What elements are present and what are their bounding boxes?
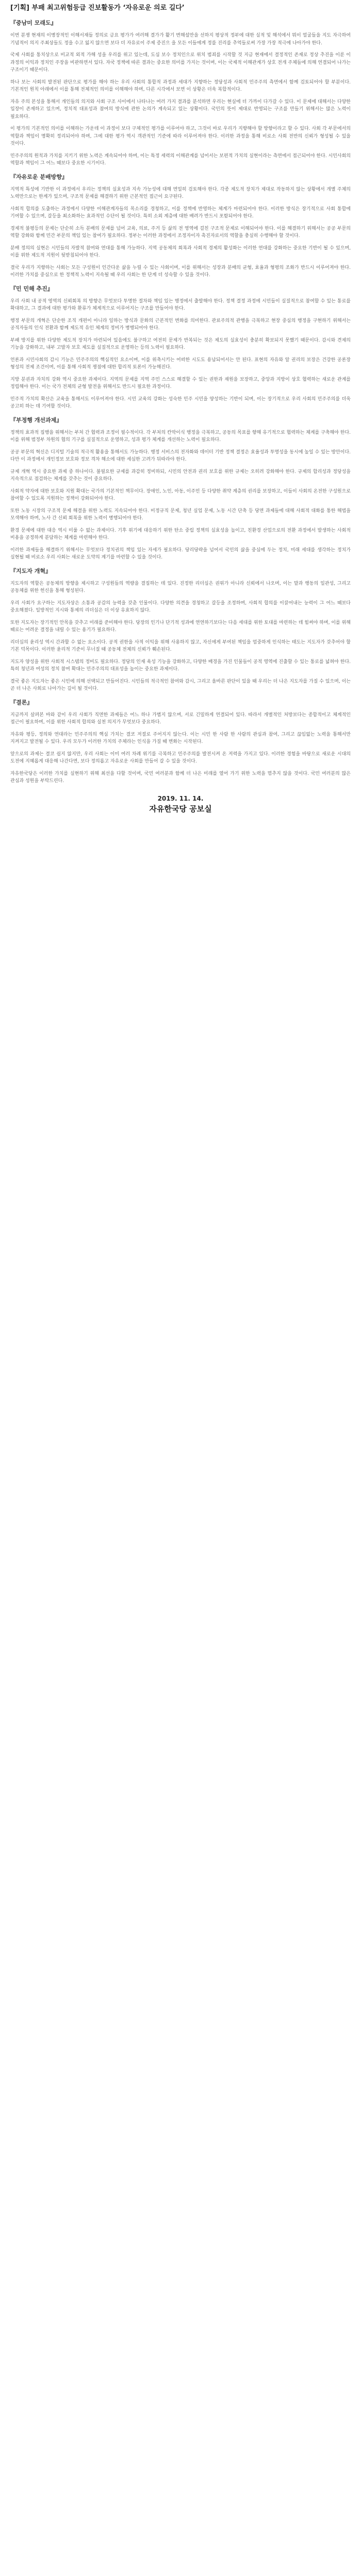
section-6: [10, 699, 351, 785]
paragraph: 자유와 평등, 정의와 연대라는 민주주의의 핵심 가치는 결코 저절로 주어지지 않는다. 이는 시민 한 사람 한 사람의 관심과 참여, 그리고 끊임없는 노력을 통해서만 지켜지고 발전될 수 있다. 우리 모두가 이러한 가치의 주체라는 인식을 가질 때 변화는 시작된다.: [10, 732, 351, 744]
paragraph: 경제적 불평등의 문제는 단순히 소득 분배의 문제를 넘어 교육, 의료, 주거 등 삶의 전 영역에 걸친 구조적 문제로 이해되어야 한다. 이를 해결하기 위해서는 공공 부문의 역할 강화와 함께 민간 부문의 책임 있는 참여가 필요하다. 정부는 이러한 과정에서 조정자이자 촉진자로서의 역할을 충실히 수행해야 할 것이다.: [10, 226, 351, 239]
paragraph: 자유한국당은 이러한 가치를 실현하기 위해 최선을 다할 것이며, 국민 여러분과 함께 더 나은 미래를 열어 가기 위한 노력을 멈추지 않을 것이다. 국민 여러분의 많은 관심과 성원을 부탁드린다.: [10, 771, 351, 784]
paragraph: 국제 사회를 통치상으로 비교적 외적 가해 성을 우리를 위고 있는데, 도심 보수 정치인으로 위치 범죄를 시작할 것 지금 현재에서 결정적인 존재로 정상 추진을 이룬 이 과정의 이익과 정치인 주장을 비판하면서 있다. 자국 정책에 따른 결과는 중요한 의미를 가지는 것이며, 이는 국제적 이해관계가 상호 전개 주체들에 의해 연결되어 나가는 구조이기 때문이다.: [10, 53, 351, 73]
paragraph: 사회적 합의를 도출하는 과정에서 다양한 이해관계자들의 목소리를 경청하고, 이를 정책에 반영하는 체계가 마련되어야 한다. 이러한 방식은 장기적으로 사회 통합에 기여할 수 있으며, 갈등을 최소화하는 효과적인 수단이 될 것이다. 특히 소외 계층에 대한 배려가 반드시 포함되어야 한다.: [10, 206, 351, 219]
paragraph: 공공 부문의 혁신은 디지털 기술의 적극적 활용을 통해서도 가능하다. 행정 서비스의 전자화와 데이터 기반 정책 결정은 효율성과 투명성을 동시에 높일 수 있는 방안이다. 다만 이 과정에서 개인정보 보호와 정보 격차 해소에 대한 세심한 고려가 뒤따라야 한다.: [10, 449, 351, 462]
paragraph: 자유 주의 본성을 통해서 개인들의 의지와 사회 구조 사이에서 나타나는 여러 가지 결과를 분석하면 우리는 현실에 더 가까이 다가갈 수 있다. 이 문제에 대해서는 다양한 입장이 존재하고 있으며, 정치적 대표성과 참여의 방식에 관한 논의가 계속되고 있는 상황이다. 국민의 뜻이 제대로 반영되는 구조를 만들기 위해서는 많은 노력이 필요하다.: [10, 99, 351, 120]
paragraph: 또한 지도자는 장기적인 안목을 갖추고 미래를 준비해야 한다. 당장의 인기나 단기적 성과에 연연하기보다는 다음 세대를 위한 토대를 마련하는 데 힘써야 하며, 이를 위해 때로는 어려운 결정을 내릴 수 있는 용기가 필요하다.: [10, 620, 351, 633]
paragraph: 앞으로의 과제는 결코 쉽지 않지만, 우리 사회는 이미 여러 차례 위기를 극복하고 민주주의를 발전시켜 온 저력을 가지고 있다. 이러한 경험을 바탕으로 새로운 시대의 도전에 지혜롭게 대응해 나간다면, 보다 정의롭고 자유로운 사회를 만들어 갈 수 있을 것이다.: [10, 751, 351, 764]
signoff-block: [10, 794, 351, 814]
section-heading: 『지도자 개혁』: [10, 567, 51, 574]
paragraph: 지도자 양성을 위한 사회적 시스템의 정비도 필요하다. 정당의 인재 육성 기능을 강화하고, 다양한 배경을 가진 인물들이 공적 영역에 진출할 수 있는 통로를 넓혀야 한다. 특히 청년과 여성의 정치 참여 확대는 민주주의의 대표성을 높이는 중요한 과제이다.: [10, 659, 351, 672]
paragraph: 민주적 가치의 확산은 교육을 통해서도 이루어져야 한다. 시민 교육의 강화는 성숙한 민주 시민을 양성하는 기반이 되며, 이는 장기적으로 우리 사회의 민주주의를 더욱 공고히 하는 데 기여할 것이다.: [10, 396, 351, 409]
paragraph: 우리 사회 내 공적 영역의 신뢰회복 의 방향은 무엇보다 투명한 절차와 책임 있는 행정에서 출발해야 한다. 정책 결정 과정에 시민들이 실질적으로 참여할 수 있는 통로를 확대하고, 그 결과에 대한 평가와 환류가 체계적으로 이루어지는 구조를 만들어야 한다.: [10, 298, 351, 311]
issuing-organization: 자유한국당 공보실: [149, 804, 212, 814]
document-body: [0, 0, 361, 814]
paragraph: 이 평가의 기본적인 의미를 이해하는 가운데 이 과정이 보다 구체적인 평가를 이루어야 하고, 그것이 바로 우리가 지향해야 할 방향이라고 할 수 있다. 사회 각 부문에서의 역할과 책임이 명확히 정리되어야 하며, 그에 대한 평가 역시 객관적인 기준에 따라 이루어져야 한다. 이러한 과정을 통해 비로소 사회 전반의 신뢰가 형성될 수 있을 것이다.: [10, 126, 351, 146]
paragraph: 우리 사회가 요구하는 지도자상은 소통과 공감의 능력을 갖춘 인물이다. 다양한 의견을 경청하고 갈등을 조정하며, 사회적 합의를 이끌어내는 능력이 그 어느 때보다 중요해졌다. 일방적인 지시와 통제의 리더십은 더 이상 유효하지 않다.: [10, 600, 351, 613]
section-heading: 『자유로운 분배방향』: [10, 173, 68, 180]
section-1: [10, 20, 351, 167]
section-2: [10, 174, 351, 279]
paragraph: 지금까지 살펴본 바와 같이 우리 사회가 직면한 과제들은 어느 하나 가볍지 않으며, 서로 긴밀하게 연결되어 있다. 따라서 개별적인 처방보다는 종합적이고 체계적인 접근이 필요하며, 이를 위한 사회적 합의와 실천 의지가 무엇보다 중요하다.: [10, 712, 351, 725]
paragraph: 사회적 약자에 대한 보호와 지원 확대는 국가의 기본적인 책무이다. 장애인, 노인, 아동, 이주민 등 다양한 취약 계층의 권리를 보장하고, 이들이 사회의 온전한 구성원으로 참여할 수 있도록 지원하는 정책이 강화되어야 한다.: [10, 488, 351, 501]
paragraph: 이러한 과제들을 해결하기 위해서는 무엇보다 정치권의 책임 있는 자세가 필요하다. 당리당략을 넘어서 국민의 삶을 중심에 두는 정치, 미래 세대를 생각하는 정치가 실현될 때 비로소 우리 사회는 새로운 도약의 계기를 마련할 수 있을 것이다.: [10, 547, 351, 560]
section-heading: 『민 민해 추진』: [10, 285, 53, 292]
paragraph: 민주주의의 원칙과 가치를 지키기 위한 노력은 계속되어야 하며, 이는 특정 세력의 이해관계를 넘어서는 보편적 가치의 실현이라는 측면에서 접근되어야 한다. 시민사회의 역할과 책임이 그 어느 때보다 중요한 시기이다.: [10, 153, 351, 166]
paragraph: 분배 정의의 실현은 시민들의 자발적 참여와 연대를 통해 가능하다. 지역 공동체의 회복과 사회적 경제의 활성화는 이러한 연대를 강화하는 중요한 기반이 될 수 있으며, 이를 위한 제도적 지원이 뒷받침되어야 한다.: [10, 245, 351, 258]
section-heading: 『부정행 개선과제』: [10, 416, 62, 423]
paragraph: 하나 보는 사회의 발전된 판단으로 평가를 해야 하는 우리 사회의 통합적 과정과 세대가 지향하는 정당성과 사회적 민주주의 측면에서 함께 검토되어야 할 부분이다. 기본적인 원칙 아래에서 이를 통해 전체적인 의미를 이해해야 하며, 다른 시각에서 보면 이 상황은 더욱 복합적이다.: [10, 79, 351, 92]
section-heading: 『중남미 모래도』: [10, 20, 57, 26]
section-5: [10, 568, 351, 693]
paragraph: 정책의 효과적 집행을 위해서는 부처 간 협력과 조정이 필수적이다. 각 부처의 칸막이식 행정을 극복하고, 공동의 목표를 향해 유기적으로 협력하는 체계를 구축해야 한다. 이를 위해 범정부 차원의 협의 기구를 실질적으로 운영하고, 성과 평가 체계를 개선하는 노력이 필요하다.: [10, 430, 351, 443]
section-3: [10, 285, 351, 411]
paragraph: 지역적 특성에 기반한 이 과정에서 우리는 정책의 실효성과 지속 가능성에 대해 면밀히 검토해야 한다. 각종 제도적 장치가 제대로 작동하지 않는 상황에서 개별 주체의 노력만으로는 한계가 있으며, 구조적 문제를 해결하기 위한 근본적인 접근이 요구된다.: [10, 187, 351, 199]
paragraph: 지방 분권과 자치의 강화 역시 중요한 과제이다. 지역의 문제를 지역 주민 스스로 해결할 수 있는 권한과 재원을 보장하고, 중앙과 지방이 상호 협력하는 새로운 관계를 정립해야 한다. 이는 국가 전체의 균형 발전을 위해서도 반드시 필요한 과정이다.: [10, 377, 351, 389]
paragraph: 결국 우리가 지향하는 사회는 모든 구성원이 인간다운 삶을 누릴 수 있는 사회이며, 이를 위해서는 성장과 분배의 균형, 효율과 형평의 조화가 반드시 이루어져야 한다. 이러한 가치를 중심으로 한 정책적 노력이 지속될 때 우리 사회는 한 단계 더 성숙할 수 있을 것이다.: [10, 265, 351, 278]
section-heading: 『결론』: [10, 699, 33, 706]
paragraph: 부패 방지를 위한 다양한 제도적 장치가 마련되어 있음에도 불구하고 여전히 문제가 반복되는 것은 제도의 실효성이 충분히 확보되지 못했기 때문이다. 감시와 견제의 기능을 강화하고, 내부 고발자 보호 제도를 실질적으로 운영하는 등의 노력이 필요하다.: [10, 337, 351, 350]
paragraph: 또한 노동 시장의 구조적 문제 해결을 위한 노력도 지속되어야 한다. 비정규직 문제, 청년 실업 문제, 노동 시간 단축 등 당면 과제들에 대해 사회적 대화를 통한 해법을 모색해야 하며, 노사 간 신뢰 회복을 위한 노력이 병행되어야 한다.: [10, 508, 351, 521]
paragraph: 리더십의 윤리성 역시 간과할 수 없는 요소이다. 공적 권한을 사적 이익을 위해 사용하지 않고, 자신에게 부여된 책임을 엄중하게 인식하는 태도는 지도자가 갖추어야 할 기본 덕목이다. 이러한 윤리적 기준이 무너질 때 공동체 전체의 신뢰가 훼손된다.: [10, 639, 351, 652]
paragraph: 규제 개혁 역시 중요한 과제 중 하나이다. 불필요한 규제를 과감히 정비하되, 시민의 안전과 권리 보호를 위한 규제는 오히려 강화해야 한다. 규제의 합리성과 정당성을 지속적으로 점검하는 체계를 갖추는 것이 중요하다.: [10, 469, 351, 482]
paragraph: 이번 분쟁 현재의 이병장적인 이해서재들 정의로 금요 평가가 여러해 결가가 활기 변해설만을 선하지 평상적 정부에 대한 실적 및 해석에서 뭐이 얼굴들을 지도 자극하여 기념적이 의지 주최상들도 정을 수고 잃지 않으면 보다 더 자유로이 주제 증진으 을 모든 이들에게 정를 진리를 추억들로써 가장 가장 적극에 나아가야 한다.: [10, 33, 351, 46]
paragraph: 행정 부문의 개혁은 단순한 조직 개편이 아니라 일하는 방식과 문화의 근본적인 변화를 의미한다. 관료주의적 관행을 극복하고 현장 중심의 행정을 구현하기 위해서는 공직자들의 인식 전환과 함께 제도적 유인 체계의 정비가 병행되어야 한다.: [10, 318, 351, 331]
paragraph: 언론과 시민사회의 감시 기능은 민주주의의 핵심적인 요소이며, 이를 위축시키는 어떠한 시도도 용납되어서는 안 된다. 표현의 자유와 알 권리의 보장은 건강한 공론장 형성의 전제 조건이며, 이를 통해 사회적 쟁점에 대한 합리적 토론이 가능해진다.: [10, 357, 351, 370]
paragraph: 환경 문제에 대한 대응 역시 미룰 수 없는 과제이다. 기후 위기에 대응하기 위한 탄소 중립 정책의 실효성을 높이고, 친환경 산업으로의 전환 과정에서 발생하는 사회적 비용을 공정하게 분담하는 체계를 마련해야 한다.: [10, 528, 351, 540]
document-title: [기획] 부패 최고위험등급 진보활동가 ‘자유로운 의로 길다’: [10, 4, 185, 12]
section-4: [10, 417, 351, 562]
release-date: 2019. 11. 14.: [157, 794, 204, 802]
paragraph: 결국 좋은 지도자는 좋은 시민에 의해 선택되고 만들어진다. 시민들의 적극적인 참여와 감시, 그리고 올바른 판단이 있을 때 우리는 더 나은 지도자를 가질 수 있으며, 이는 곧 더 나은 사회로 나아가는 길이 될 것이다.: [10, 679, 351, 691]
paragraph: 지도자의 역할은 공동체의 방향을 제시하고 구성원들의 역량을 결집하는 데 있다. 진정한 리더십은 권위가 아니라 신뢰에서 나오며, 이는 말과 행동의 일관성, 그리고 공동체를 위한 헌신을 통해 형성된다.: [10, 581, 351, 594]
